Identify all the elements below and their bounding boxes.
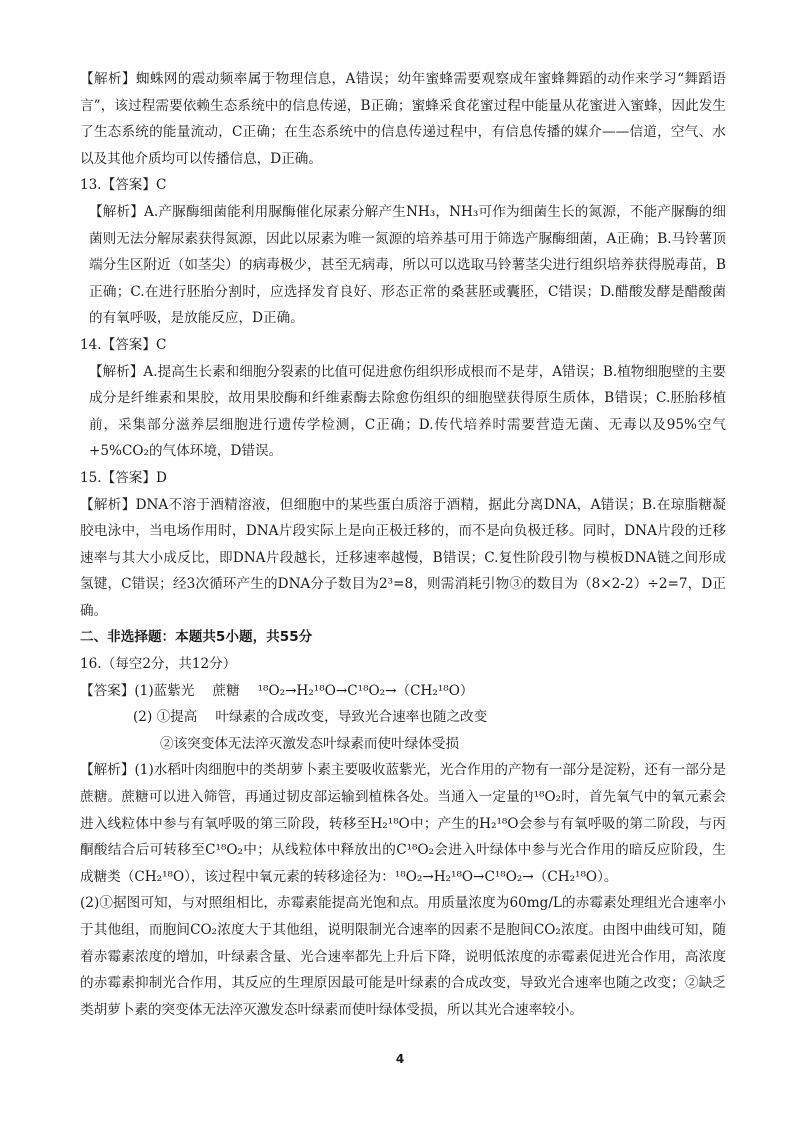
q15-answer: 15.【答案】D bbox=[80, 469, 167, 486]
document-body bbox=[80, 66, 726, 1023]
q14-answer: 14.【答案】C bbox=[80, 336, 167, 353]
q16-answer-part: ¹⁸O₂→H₂¹⁸O→C¹⁸O₂→（CH₂¹⁸O） bbox=[257, 682, 474, 699]
q12-analysis: 【解析】蜘蛛网的震动频率属于物理信息，A错误；幼年蜜蜂需要观察成年蜜蜂舞蹈的动作来学习“舞蹈语言”，该过程需要依赖生态系统中的信息传递，B正确；蜜蜂采食花蜜过程中能量从花蜜进入蜜蜂，因此发生了生态系统的能量流动，C正确；在生态系统中的信息传递过程中，有信息传播的媒介——信道，空气、水以及其他介质均可以传播信息，D正确。 bbox=[80, 71, 726, 167]
q16-answer-part: 叶绿素的合成改变，导致光合速率也随之改变 bbox=[215, 709, 488, 726]
section-title: 二、非选择题：本题共5小题，共55分 bbox=[80, 629, 313, 646]
q13-answer: 13.【答案】C bbox=[80, 177, 167, 194]
q16-answer-part: 蔗糖 bbox=[212, 682, 240, 699]
q15-analysis: 【解析】DNA不溶于酒精溶液，但细胞中的某些蛋白质溶于酒精，据此分离DNA，A错误；B.在琼脂糖凝胶电泳中，当电场作用时，DNA片段实际上是向正极迁移的，而不是向负极迁移。同时，DNA片段的迁移速率与其大小成反比，即DNA片段越长，迁移速率越慢，B错误；C.复性阶段引物与模板DNA链之间形成氢键，C错误；经3次循环产生的DNA分子数目为2³=8，则需消耗引物③的数目为（8×2-2）÷2=7，D正确。 bbox=[80, 496, 726, 619]
page-number: 4 bbox=[395, 1052, 405, 1066]
q16-answer-line-3 bbox=[80, 731, 726, 758]
q16-answer-line-1 bbox=[80, 678, 726, 705]
q16-analysis-1: 【解析】(1)水稻叶肉细胞中的类胡萝卜素主要吸收蓝紫光，光合作用的产物有一部分是淀粉，还有一部分是蔗糖。蔗糖可以进入筛管，再通过韧皮部运输到植株各处。当通入一定量的¹⁸O₂时，首先氧气中的氧元素会进入线粒体中参与有氧呼吸的第三阶段，转移至H₂¹⁸O中；产生的H₂¹⁸O会参与有氧呼吸的第二阶段，与丙酮酸结合后可转移至C¹⁸O₂中；从线粒体中释放出的C¹⁸O₂会进入叶绿体中参与光合作用的暗反应阶段，生成糖类（CH₂¹⁸O），该过程中氧元素的转移途径为：¹⁸O₂→H₂¹⁸O→C¹⁸O₂→（CH₂¹⁸O）。 bbox=[80, 762, 726, 885]
q14-analysis: 【解析】A.提高生长素和细胞分裂素的比值可促进愈伤组织形成根而不是芽，A错误；B.植物细胞壁的主要成分是纤维素和果胶，故用果胶酶和纤维素酶去除愈伤组织的细胞壁获得原生质体，B错误；C.胚胎移植前，采集部分滋养层细胞进行遗传学检测，C正确；D.传代培养时需要营造无菌、无毒以及95%空气+5%CO₂的气体环境，D错误。 bbox=[89, 363, 726, 460]
q16-answer-part: ②该突变体无法淬灭激发态叶绿素而使叶绿体受损 bbox=[160, 735, 460, 752]
q16-analysis-2: (2)①据图可知，与对照组相比，赤霉素能提高光饱和点。用质量浓度为60mg/L的赤霉素处理组光合速率小于其他组，而胞间CO₂浓度大于其他组，说明限制光合速率的因素不是胞间CO₂浓度。由图中曲线可知，随着赤霉素浓度的增加，叶绿素含量、光合速率都先上升后下降，说明低浓度的赤霉素促进光合作用，高浓度的赤霉素抑制光合作用，其反应的生理原因最可能是叶绿素的合成改变，导致光合速率也随之改变；②缺乏类胡萝卜素的突变体无法淬灭激发态叶绿素而使叶绿体受损，所以其光合速率较小。 bbox=[80, 895, 726, 1018]
q16-answer-part: (2) ①提高 bbox=[133, 709, 198, 726]
q16-header: 16.（每空2分，共12分） bbox=[80, 656, 237, 673]
q13-analysis: 【解析】A.产脲酶细菌能利用脲酶催化尿素分解产生NH₃，NH₃可作为细菌生长的氮源，不能产脲酶的细菌则无法分解尿素获得氮源，因此以尿素为唯一氮源的培养基可用于筛选产脲酶细菌，A正确；B.马铃薯顶端分生区附近（如茎尖）的病毒极少，甚至无病毒，所以可以选取马铃薯茎尖进行组织培养获得脱毒苗，B正确；C.在进行胚胎分割时，应选择发育良好、形态正常的桑葚胚或囊胚，C错误；D.醋酸发酵是醋酸菌的有氧呼吸，是放能反应，D正确。 bbox=[89, 203, 726, 327]
q16-answer-part: 【答案】(1)蓝紫光 bbox=[80, 682, 195, 699]
q16-answer-line-2 bbox=[80, 704, 726, 731]
